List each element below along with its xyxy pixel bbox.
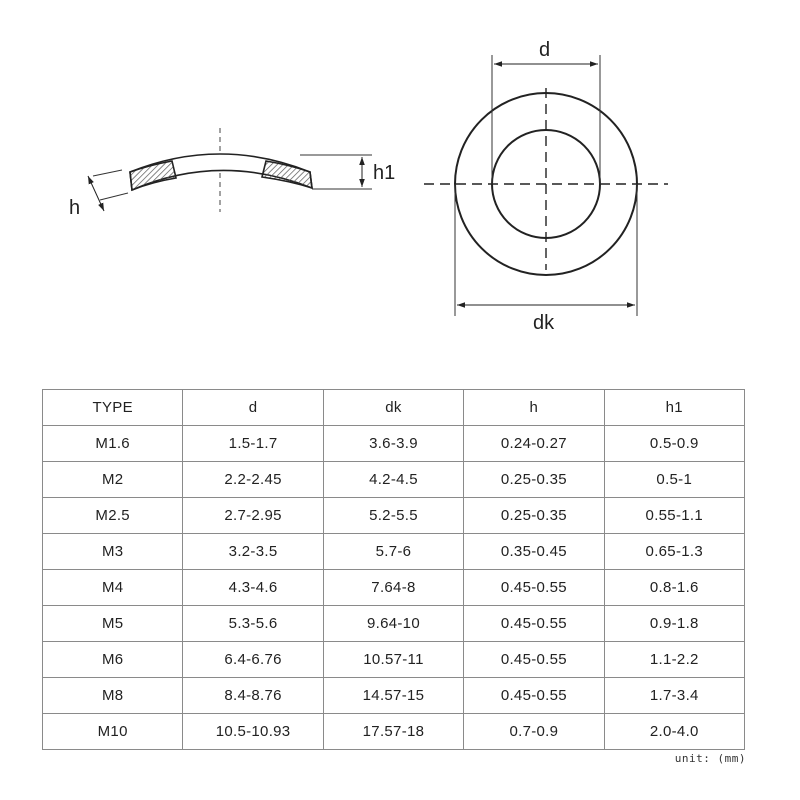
- h1-cell: 2.0-4.0: [604, 714, 744, 750]
- h1-cell: 0.55-1.1: [604, 498, 744, 534]
- header-type: TYPE: [43, 390, 183, 426]
- h-cell: 0.45-0.55: [464, 606, 604, 642]
- h-cell: 0.45-0.55: [464, 678, 604, 714]
- type-cell: M1.6: [43, 426, 183, 462]
- dk-cell: 9.64-10: [323, 606, 463, 642]
- dk-cell: 4.2-4.5: [323, 462, 463, 498]
- type-cell: M10: [43, 714, 183, 750]
- h-dimension-line: [88, 176, 104, 211]
- left-section-hatch: [130, 161, 176, 190]
- table-row: [43, 606, 745, 642]
- table-row: [43, 570, 745, 606]
- h-cell: 0.45-0.55: [464, 642, 604, 678]
- table-header-row: [43, 390, 745, 426]
- dk-cell: 14.57-15: [323, 678, 463, 714]
- d-cell: 2.7-2.95: [183, 498, 323, 534]
- table-row: [43, 714, 745, 750]
- size-specification-table: [42, 389, 745, 750]
- table-row: [43, 678, 745, 714]
- header-h: h: [464, 390, 604, 426]
- h-cell: 0.24-0.27: [464, 426, 604, 462]
- side-view: [69, 128, 395, 219]
- header-h1: h1: [604, 390, 744, 426]
- h-cell: 0.35-0.45: [464, 534, 604, 570]
- h1-cell: 0.5-0.9: [604, 426, 744, 462]
- header-dk: dk: [323, 390, 463, 426]
- h-cell: 0.7-0.9: [464, 714, 604, 750]
- dk-cell: 3.6-3.9: [323, 426, 463, 462]
- d-cell: 4.3-4.6: [183, 570, 323, 606]
- d-cell: 1.5-1.7: [183, 426, 323, 462]
- h1-cell: 1.1-2.2: [604, 642, 744, 678]
- type-cell: M6: [43, 642, 183, 678]
- h1-cell: 0.9-1.8: [604, 606, 744, 642]
- h-cell: 0.25-0.35: [464, 462, 604, 498]
- dk-label: dk: [533, 312, 555, 334]
- dk-cell: 17.57-18: [323, 714, 463, 750]
- dk-cell: 10.57-11: [323, 642, 463, 678]
- dk-cell: 5.7-6: [323, 534, 463, 570]
- table-row: [43, 462, 745, 498]
- h1-cell: 1.7-3.4: [604, 678, 744, 714]
- type-cell: M5: [43, 606, 183, 642]
- header-d: d: [183, 390, 323, 426]
- table-row: [43, 534, 745, 570]
- h-cell: 0.45-0.55: [464, 570, 604, 606]
- h1-cell: 0.8-1.6: [604, 570, 744, 606]
- unit-note: unit: (mm): [674, 752, 746, 765]
- d-label: d: [539, 39, 551, 61]
- d-cell: 10.5-10.93: [183, 714, 323, 750]
- table-row: [43, 498, 745, 534]
- washer-technical-drawing: [0, 0, 800, 380]
- d-cell: 6.4-6.76: [183, 642, 323, 678]
- h-cell: 0.25-0.35: [464, 498, 604, 534]
- h1-cell: 0.5-1: [604, 462, 744, 498]
- d-cell: 3.2-3.5: [183, 534, 323, 570]
- h-label: h: [69, 197, 81, 219]
- table-row: [43, 426, 745, 462]
- table-row: [43, 642, 745, 678]
- d-cell: 2.2-2.45: [183, 462, 323, 498]
- top-view: [424, 39, 668, 334]
- type-cell: M4: [43, 570, 183, 606]
- d-cell: 8.4-8.76: [183, 678, 323, 714]
- type-cell: M3: [43, 534, 183, 570]
- type-cell: M2.5: [43, 498, 183, 534]
- dk-cell: 5.2-5.5: [323, 498, 463, 534]
- right-section-hatch: [262, 161, 312, 188]
- dk-cell: 7.64-8: [323, 570, 463, 606]
- h1-label: h1: [373, 162, 396, 184]
- d-cell: 5.3-5.6: [183, 606, 323, 642]
- type-cell: M2: [43, 462, 183, 498]
- type-cell: M8: [43, 678, 183, 714]
- h1-cell: 0.65-1.3: [604, 534, 744, 570]
